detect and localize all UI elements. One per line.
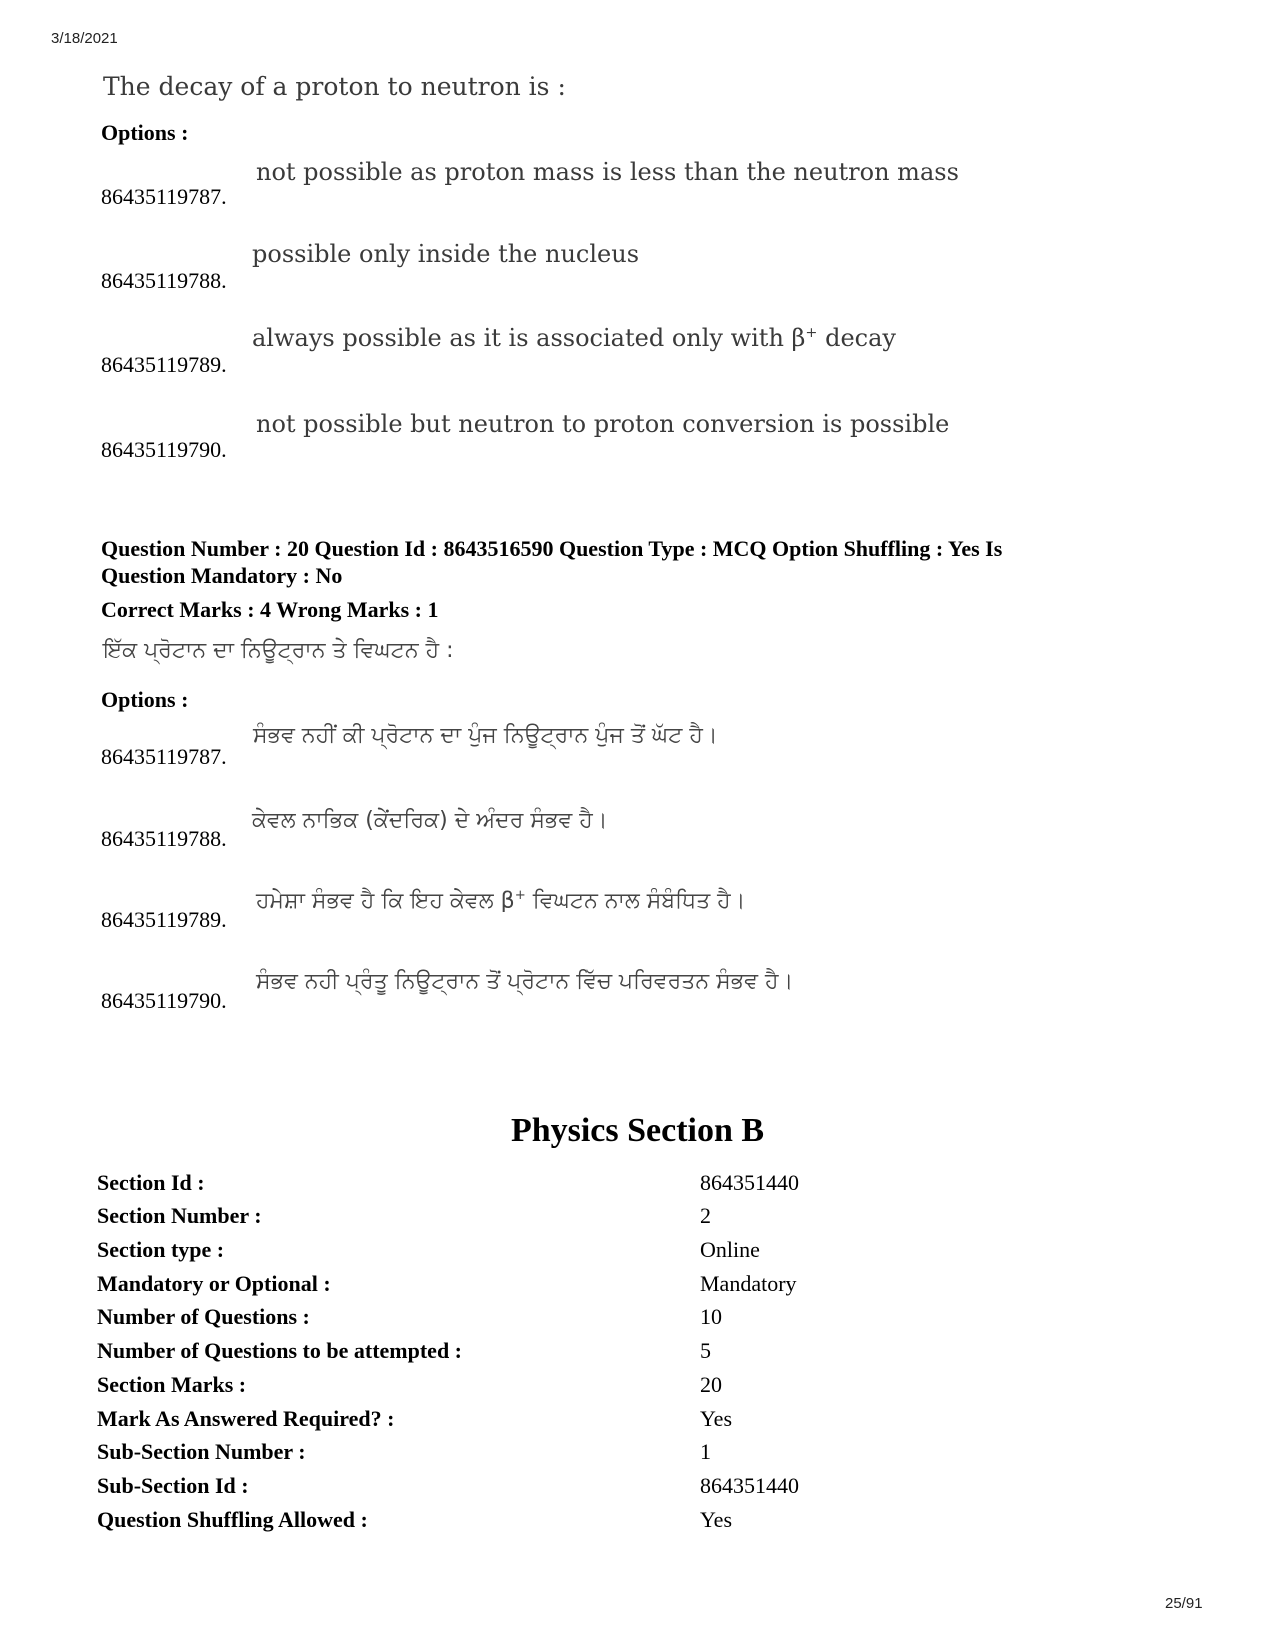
section-row-value: 5	[700, 1338, 711, 1363]
option-id: 86435119789.	[101, 352, 227, 377]
page-number: 25/91	[1165, 1595, 1203, 1612]
option-text: possible only inside the nucleus	[252, 240, 640, 268]
option-text: ਕੇਵਲ ਨਾਭਿਕ (ਕੇਂਦਰਿਕ) ਦੇ ਅੰਦਰ ਸੰਭਵ ਹੈ।	[252, 808, 608, 833]
section-row-value: Mandatory	[700, 1271, 797, 1296]
print-date: 3/18/2021	[51, 30, 118, 47]
section-row-label: Number of Questions to be attempted :	[97, 1338, 463, 1363]
section-row-label: Section Id :	[97, 1170, 205, 1195]
section-row-value: 864351440	[700, 1170, 799, 1195]
section-row-value: 10	[700, 1304, 722, 1329]
section-row-label: Sub-Section Id :	[97, 1473, 249, 1498]
option-text: ਹਮੇਸ਼ਾ ਸੰਭਵ ਹੈ ਕਿ ਇਹ ਕੇਵਲ β+ ਵਿਘਟਨ ਨਾਲ ਸੰਬੰਧਿਤ ਹੈ।	[256, 888, 746, 914]
option-text: not possible but neutron to proton conversion is possible	[256, 410, 950, 438]
option-id: 86435119787.	[101, 744, 227, 769]
options-label-en: Options :	[101, 120, 189, 145]
section-row-value: Yes	[700, 1507, 733, 1532]
option-text: not possible as proton mass is less than the neutron mass	[256, 158, 959, 186]
option-id: 86435119788.	[101, 268, 227, 293]
section-row-label: Sub-Section Number :	[97, 1439, 306, 1464]
section-row-label: Section type :	[97, 1237, 225, 1262]
section-row-label: Section Number :	[97, 1203, 262, 1228]
section-title: Physics Section B	[510, 1112, 765, 1149]
question-meta-line: Question Mandatory : No	[101, 563, 343, 588]
section-row-value: Online	[700, 1237, 760, 1262]
section-row-label: Question Shuffling Allowed :	[97, 1507, 368, 1532]
option-id: 86435119790.	[101, 437, 227, 462]
question-meta-line: Question Number : 20 Question Id : 8643516590 Question Type : MCQ Option Shuffling : Yes Is	[101, 536, 1003, 561]
option-id: 86435119789.	[101, 907, 227, 932]
section-row-label: Section Marks :	[97, 1372, 247, 1397]
option-text: ਸੰਭਵ ਨਹੀਂ ਕੀ ਪ੍ਰੋਟਾਨ ਦਾ ਪੁੰਜ ਨਿਊਟ੍ਰਾਨ ਪੁੰਜ ਤੋਂ ਘੱਟ ਹੈ।	[253, 723, 718, 748]
question-text-en: The decay of a proton to neutron is :	[103, 72, 566, 101]
section-row-label: Number of Questions :	[97, 1304, 310, 1329]
option-id: 86435119790.	[101, 988, 227, 1013]
option-text: ਸੰਭਵ ਨਹੀ ਪ੍ਰੰਤੂ ਨਿਊਟ੍ਰਾਨ ਤੋਂ ਪ੍ਰੋਟਾਨ ਵਿੱਚ ਪਰਿਵਰਤਨ ਸੰਭਵ ਹੈ।	[256, 969, 794, 994]
options-label-pa: Options :	[101, 687, 189, 712]
section-row-value: 20	[700, 1372, 722, 1397]
question-text-pa: ਇੱਕ ਪ੍ਰੋਟਾਨ ਦਾ ਨਿਊਟ੍ਰਾਨ ਤੇ ਵਿਘਟਨ ਹੈ :	[103, 638, 454, 663]
section-row-value: 864351440	[700, 1473, 799, 1498]
option-id: 86435119788.	[101, 826, 227, 851]
section-row-label: Mandatory or Optional :	[97, 1271, 331, 1296]
option-text: always possible as it is associated only with β+ decay	[252, 324, 896, 352]
section-row-value: 1	[700, 1439, 711, 1464]
option-id: 86435119787.	[101, 184, 227, 209]
section-row-value: Yes	[700, 1406, 733, 1431]
section-row-value: 2	[700, 1203, 711, 1228]
marks-line: Correct Marks : 4 Wrong Marks : 1	[101, 597, 439, 622]
section-row-label: Mark As Answered Required? :	[97, 1406, 395, 1431]
